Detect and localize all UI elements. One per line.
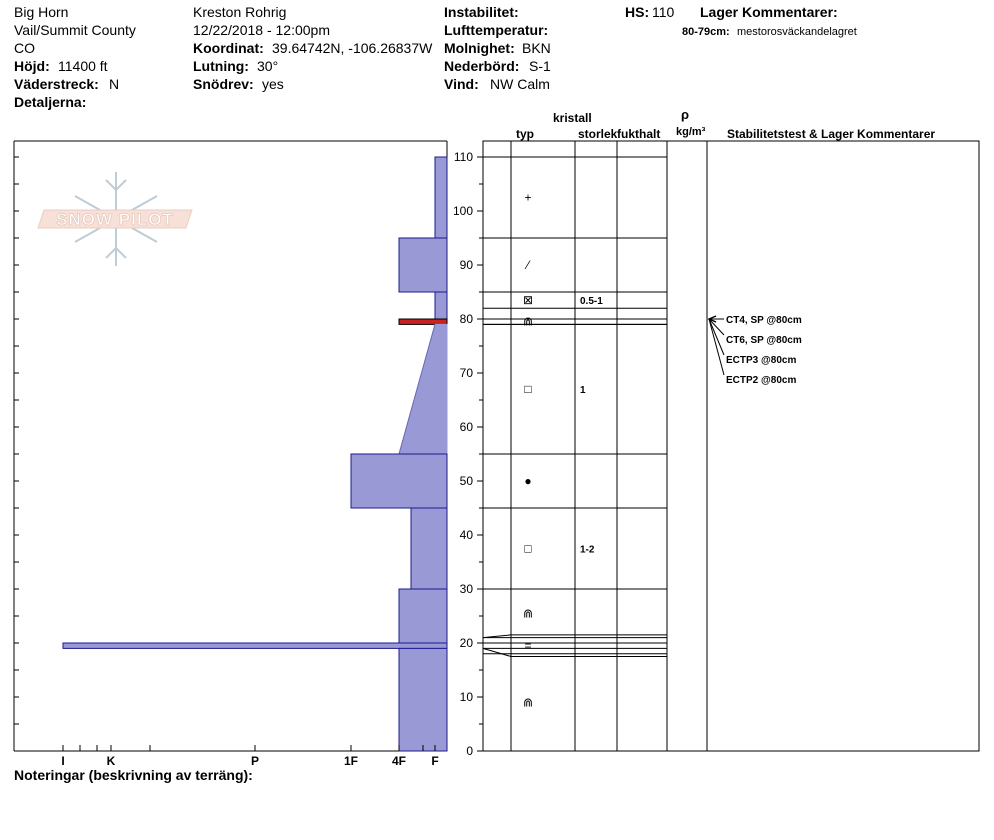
coord-label: Koordinat: (193, 40, 264, 56)
y-axis-tick-label: 20 (459, 636, 473, 650)
y-axis-tick-label: 90 (459, 258, 473, 272)
rho-heading: ρ (681, 107, 690, 122)
y-axis-tick-label: 110 (453, 150, 473, 164)
stability-heading: Stabilitetstest & Lager Kommentarer (727, 127, 936, 141)
hardness-bar (399, 238, 447, 292)
grain-size-label: 1-2 (580, 544, 595, 556)
grain-type-symbol: □ (524, 541, 532, 556)
hardness-x-label: K (106, 754, 116, 768)
profile-table-border (483, 141, 979, 751)
hardness-x-label: 1F (343, 754, 359, 768)
coord-value: 39.64742N, -106.26837W (272, 40, 433, 56)
elevation-label: Höjd: (14, 58, 50, 74)
layer-comment-text: mestorosväckandelagret (737, 26, 857, 38)
instability-label: Instabilitet: (444, 4, 519, 20)
stability-test-label: CT4, SP @80cm (726, 315, 802, 326)
size-heading: storlek (578, 127, 617, 141)
weak-layer-bar (399, 319, 447, 324)
details-label: Detaljerna: (14, 94, 87, 110)
aspect-label: Väderstreck: (14, 76, 99, 92)
crystal-heading: kristall (553, 111, 592, 125)
hardness-bar (411, 508, 447, 589)
y-axis-tick-label: 70 (459, 366, 473, 380)
blowing-snow-value: yes (262, 76, 284, 92)
hardness-bar (399, 589, 447, 643)
hardness-x-label: I (61, 754, 65, 768)
grain-type-symbol: ⋒ (522, 606, 534, 621)
grain-type-symbol: = (524, 638, 532, 653)
stability-test-label: CT6, SP @80cm (726, 335, 802, 346)
grain-type-symbol: ⋒ (522, 695, 534, 710)
precip-value: S-1 (529, 58, 551, 74)
hardness-bar (351, 454, 447, 508)
snow-pilot-logo (38, 172, 192, 266)
y-axis-tick-label: 80 (459, 312, 473, 326)
grain-size-label: 0.5-1 (580, 296, 603, 308)
grain-type-symbol: ⊠ (522, 293, 534, 308)
wind-label: Vind: (444, 76, 479, 92)
y-axis-tick-label: 0 (466, 744, 473, 758)
y-axis-tick-label: 40 (459, 528, 473, 542)
hardness-bar (435, 292, 447, 319)
datetime: 12/22/2018 - 12:00pm (193, 22, 330, 38)
hs-value: 110 (652, 4, 675, 20)
hardness-x-label: 4F (391, 754, 407, 768)
hardness-bar (435, 157, 447, 238)
density-unit-heading: kg/m³ (676, 126, 706, 138)
y-axis-tick-label: 50 (459, 474, 473, 488)
hardness-bar (63, 643, 447, 648)
hs-label: HS: (625, 4, 650, 20)
location: Big Horn (14, 4, 69, 20)
y-axis-tick-label: 100 (452, 204, 473, 218)
hardness-x-label: F (431, 754, 439, 768)
y-axis-tick-label: 30 (459, 582, 473, 596)
slope-value: 30° (257, 58, 279, 74)
stability-test-label: ECTP2 @80cm (726, 375, 797, 386)
hardness-x-label: P (250, 754, 260, 768)
y-axis-tick-label: 60 (459, 420, 473, 434)
sky-value: BKN (522, 40, 551, 56)
air-temp-label: Lufttemperatur: (444, 22, 549, 38)
stability-test-arrow (709, 319, 724, 355)
logo-text: SNOW PILOT (56, 210, 174, 229)
grain-type-symbol: ⁄ (526, 258, 530, 272)
moisture-heading: fukthalt (617, 127, 661, 141)
precip-label: Nederbörd: (444, 58, 520, 74)
aspect-value: N (109, 76, 120, 92)
slope-label: Lutning: (193, 58, 249, 74)
state: CO (14, 40, 35, 56)
layer-comment-range: 80-79cm: (682, 26, 730, 38)
region: Vail/Summit County (14, 22, 136, 38)
grain-size-label: 1 (580, 385, 586, 397)
y-axis-tick-label: 10 (459, 690, 473, 704)
wind-value: NW Calm (490, 76, 550, 92)
grain-layer-connector (483, 648, 511, 656)
grain-type-symbol: ● (524, 474, 532, 488)
hardness-bar (399, 324, 447, 454)
grain-type-symbol: + (524, 190, 532, 205)
sky-label: Molnighet: (444, 40, 515, 56)
grain-type-symbol: ⋒ (522, 314, 534, 329)
type-heading: typ (516, 127, 534, 141)
grain-type-symbol: □ (524, 382, 532, 397)
hardness-bar (399, 648, 447, 751)
notes-label: Noteringar (beskrivning av terräng): (14, 767, 253, 783)
elevation-value: 11400 ft (58, 58, 108, 74)
observer: Kreston Rohrig (193, 4, 287, 20)
stability-test-label: ECTP3 @80cm (726, 355, 797, 366)
blowing-snow-label: Snödrev: (193, 76, 254, 92)
layer-comments-label: Lager Kommentarer: (700, 4, 838, 20)
